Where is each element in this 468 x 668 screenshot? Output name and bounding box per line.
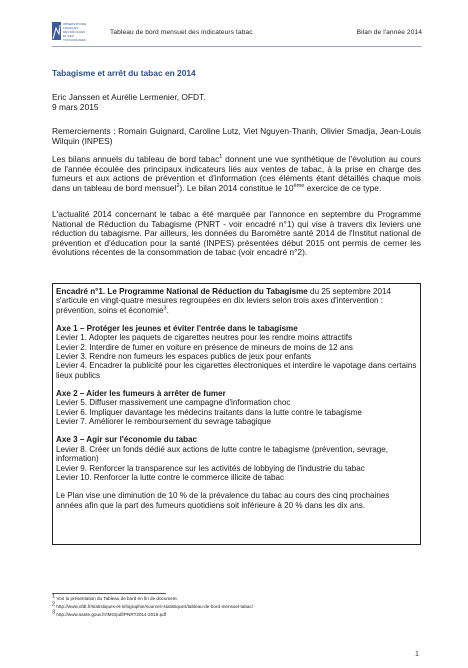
- acknowledgements: [52, 127, 421, 146]
- lever-item: Levier 2. Interdire de fumer en voiture en présence de mineurs de moins de 12 ans: [56, 342, 353, 352]
- authors: Eric Janssen et Aurélie Lermenier, OFDT.: [52, 92, 206, 102]
- news-text: L'actualité 2014 concernant le tabac a été marquée par l'annonce en septembre du Programme National de Réduction du Tabagisme (PNRT - voir encadré n°1) qui vise à travers dix leviers une réduction du tabagisme. Par ailleurs, les données du Baromètre santé 2014 de l'Institut national de prévention et d'éducation pour la santé (INPES) présentées début 2015 ont permis de cerner les évolutions récentes de la consommation de tabac (voir encadré n°2).: [52, 209, 421, 258]
- footnote-ref[interactable]: 2: [176, 182, 180, 189]
- logo-line: ET DES: [63, 34, 74, 38]
- box-lead: [56, 287, 418, 315]
- box-closing: Le Plan vise une diminution de 10 % de la prévalence du tabac au cours des cinq prochaines années afin que la part des fumeurs quotidiens soit inférieure à 20 % dans les dix ans.: [56, 491, 390, 510]
- footnote-3: [52, 609, 167, 617]
- intro-text-b: donnent une vue synthétique de l'évolution au cours de l'année écoulée des principaux indicateurs liés aux ventes de tabac, à la prise en charge des fumeurs et aux actions de prévention et d'information (ces éléments étant détaillés chaque mois dans un tableau de bord mensuel: [52, 154, 421, 193]
- intro-text-c: ). Le bilan 2014 constitue le 10: [179, 182, 294, 193]
- insert-box-1: [52, 283, 421, 545]
- intro-paragraph: [52, 155, 421, 193]
- authors-block: [52, 93, 421, 112]
- footnote-divider: [52, 593, 166, 594]
- axis-title: Axe 2 – Aider les fumeurs à arrêter de fumer: [56, 389, 226, 399]
- intro-text-a: Les bilans annuels du tableau de bord tabac: [52, 154, 220, 164]
- ordinal-suffix: ème: [293, 182, 305, 189]
- axis-title: Axe 1 – Protéger les jeunes et éviter l'entrée dans le tabagisme: [56, 324, 298, 334]
- footnote-2: [52, 601, 254, 609]
- date: 9 mars 2015: [52, 101, 99, 112]
- logo-line: TOXICOMANIES: [63, 38, 86, 42]
- header-divider: [52, 46, 422, 47]
- lever-item: Levier 8. Créer un fonds dédié aux actions de lutte contre le tabagisme (prévention, sevrage, information): [56, 444, 389, 464]
- header-title: Tableau de bord mensuel des indicateurs tabac: [110, 29, 253, 36]
- logo-line: FRANÇAIS: [63, 26, 79, 30]
- footnote-text: Voir la présentation du Tableau de bord en fin de document.: [55, 596, 178, 601]
- box-lead-end: .: [166, 305, 169, 315]
- lever-item: Levier 5. Diffuser massivement une campagne d'information choc: [56, 398, 291, 408]
- footnote-1: [52, 593, 178, 601]
- box-lead-text: du 25 septembre 2014 s'articule en vingt-quatre mesures regroupées en dix leviers selon trois axes d'intervention : prévention, soins et économie: [56, 287, 392, 315]
- footnote-number: 3: [52, 609, 56, 616]
- axis-title: Axe 3 – Agir sur l'économie du tabac: [56, 435, 198, 445]
- footnote-link[interactable]: http://www.ofdt.fr/statistiques-et-infographie/sources-statistiques/tableau-de-bord-mensuel-tabac/: [55, 604, 254, 609]
- lever-item: Levier 10. Renforcer la lutte contre le commerce illicite de tabac: [56, 472, 285, 482]
- news-paragraph: [52, 210, 421, 258]
- page-header: [52, 20, 422, 46]
- logo-line: OBSERVATOIRE: [63, 22, 87, 26]
- header-report-name: Bilan de l'année 2014: [356, 29, 422, 36]
- box-program-name: Le Programme National de Réduction du Tabagisme: [107, 287, 308, 296]
- lever-item: Levier 7. Améliorer le remboursement du sevrage tabagique: [56, 417, 272, 427]
- acknowledgements-text: Remerciements : Romain Guignard, Caroline Lutz, Viet Nguyen-Thanh, Olivier Smadja, Jean-Louis Wilquin (INPES): [52, 126, 421, 146]
- lever-item: Levier 9. Renforcer la transparence sur les activités de lobbying de l'industrie du tabac: [56, 463, 365, 473]
- ofdt-logo: [52, 20, 94, 44]
- footnote-number: 2: [52, 601, 56, 608]
- logo-line: DES DROGUES: [63, 30, 86, 34]
- lever-item: Levier 4. Encadrer la publicité pour les cigarettes électroniques et interdire le vapotage dans certains lieux publics: [56, 361, 417, 380]
- section-title: Tabagisme et arrêt du tabac en 2014: [52, 68, 196, 78]
- footnote-ref[interactable]: 3: [163, 305, 167, 311]
- footnote-number: 1: [52, 593, 56, 600]
- box-label: Encadré n°1.: [56, 287, 108, 296]
- page-number: 1: [415, 651, 419, 658]
- lever-item: Levier 6. Impliquer davantage les médecins traitants dans la lutte contre le tabagisme: [56, 407, 362, 417]
- lever-item: Levier 3. Rendre non fumeurs les espaces publics de jeux pour enfants: [56, 352, 312, 362]
- lever-item: Levier 1. Adopter les paquets de cigarettes neutres pour les rendre moins attractifs: [56, 333, 353, 343]
- insert-box-content: [56, 287, 418, 510]
- footnote-link[interactable]: http://www.sante.gouv.fr/IMG/pdf/PNRT2014-2019.pdf: [55, 612, 167, 617]
- intro-text-d: exercice de ce type.: [304, 182, 382, 193]
- footnote-ref[interactable]: 1: [219, 154, 223, 161]
